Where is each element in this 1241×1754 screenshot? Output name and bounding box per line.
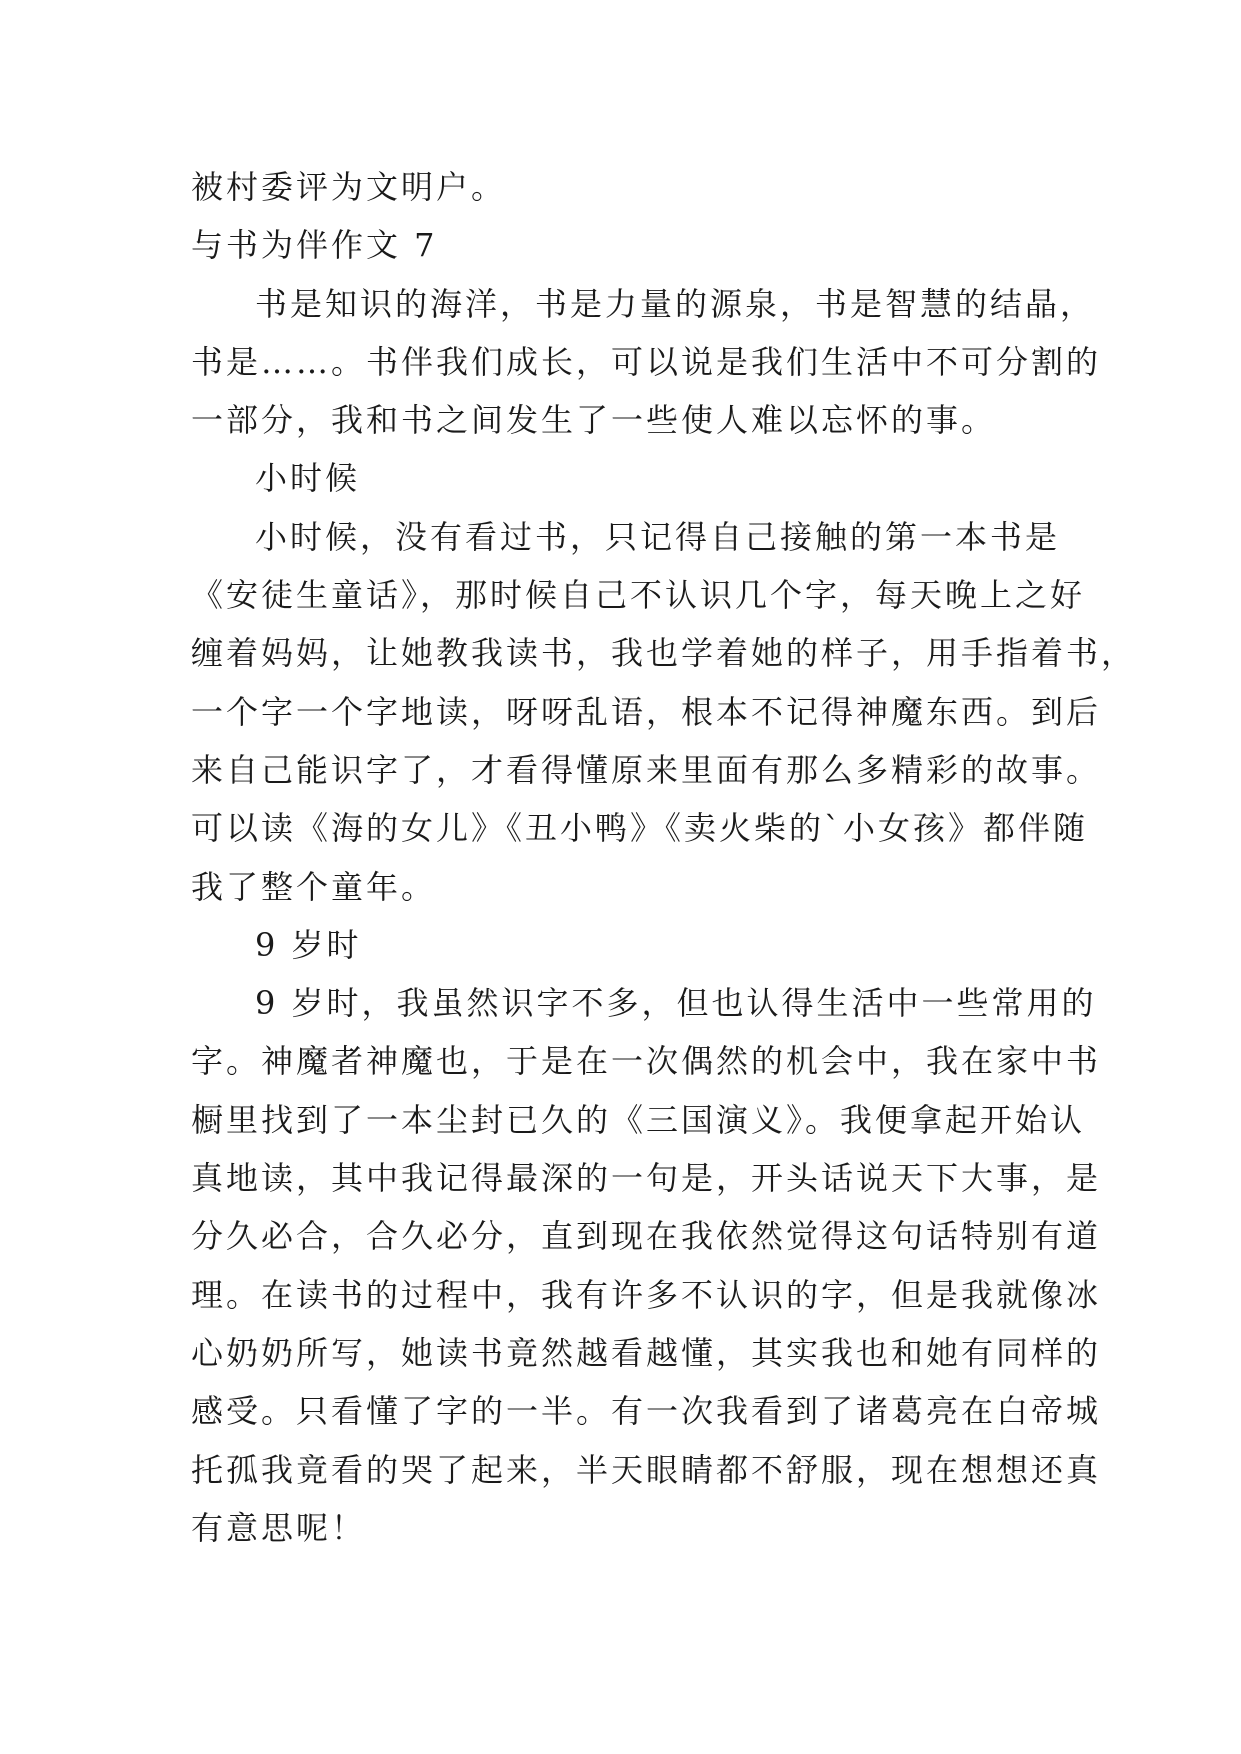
text-line: 可以读《海的女儿》《丑小鸭》《卖火柴的`小女孩》都伴随: [191, 809, 1089, 848]
text-line: 分久必合，合久必分，直到现在我依然觉得这句话特别有道: [191, 1217, 1102, 1256]
text-line: 真地读，其中我记得最深的一句是，开头话说天下大事，是: [191, 1159, 1102, 1198]
text-line: 理。在读书的过程中，我有许多不认识的字，但是我就像冰: [191, 1275, 1102, 1314]
text-line: 书是……。书伴我们成长，可以说是我们生活中不可分割的: [191, 342, 1102, 381]
text-line: 一部分，我和书之间发生了一些使人难以忘怀的事。: [191, 401, 997, 440]
text-line: 来自己能识字了，才看得懂原来里面有那么多精彩的故事。: [191, 750, 1102, 789]
text-line: 托孤我竟看的哭了起来，半天眼睛都不舒服，现在想想还真: [191, 1450, 1102, 1489]
text-line: 《安徒生童话》，那时候自己不认识几个字，每天晚上之好: [191, 576, 1086, 615]
text-line: 我了整个童年。: [191, 867, 437, 906]
section-title: 与书为伴作文 7: [191, 226, 438, 265]
text-line: 被村委评为文明户。: [191, 168, 507, 206]
text-line: 小时候，没有看过书，只记得自己接触的第一本书是: [255, 517, 1061, 556]
text-line: 心奶奶所写，她读书竟然越看越懂，其实我也和她有同样的: [191, 1333, 1102, 1372]
text-line: 字。神魔者神魔也，于是在一次偶然的机会中，我在家中书: [191, 1042, 1102, 1081]
text-line: 书是知识的海洋，书是力量的源泉，书是智慧的结晶，: [255, 284, 1096, 323]
subheading: 9 岁时: [255, 925, 362, 964]
text-line: 感受。只看懂了字的一半。有一次我看到了诸葛亮在白帝城: [191, 1392, 1102, 1431]
text-line: 橱里找到了一本尘封已久的《三国演义》。我便拿起开始认: [191, 1100, 1086, 1139]
subheading: 小时候: [255, 459, 361, 498]
text-line: 一个字一个字地读，呀呀乱语，根本不记得神魔东西。到后: [191, 692, 1102, 731]
text-line: 缠着妈妈，让她教我读书，我也学着她的样子，用手指着书，: [191, 634, 1137, 673]
text-line: 有意思呢！: [191, 1508, 367, 1547]
text-line: 9 岁时，我虽然识字不多，但也认得生活中一些常用的: [255, 984, 1097, 1023]
document-body: [191, 158, 1137, 1557]
